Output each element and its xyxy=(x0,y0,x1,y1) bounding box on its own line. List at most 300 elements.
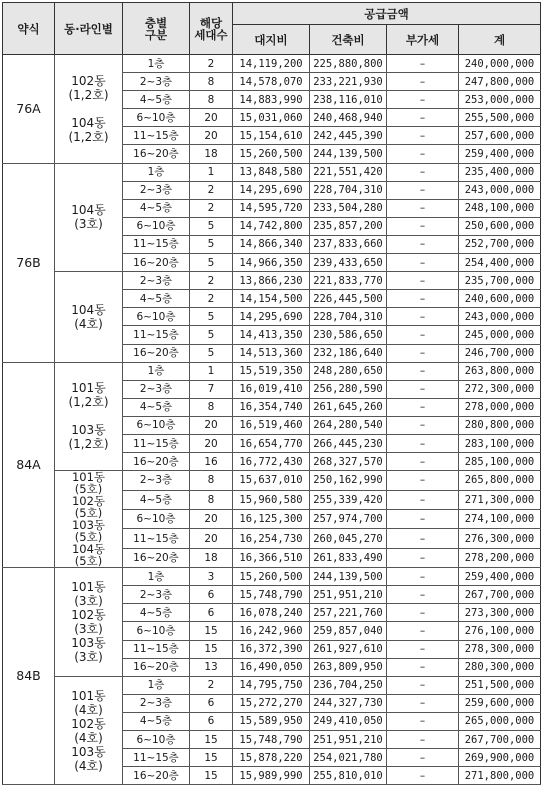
dong-line-text: 102동 xyxy=(71,73,106,88)
building-cost-cell: 257,221,760 xyxy=(310,604,387,622)
building-cost-cell: 221,833,770 xyxy=(310,272,387,290)
table-header xyxy=(3,3,541,55)
building-cost-cell: 260,045,270 xyxy=(310,529,387,548)
land-cost-cell: 14,866,340 xyxy=(233,235,310,253)
vat-cell: – xyxy=(387,694,459,712)
building-cost-cell: 266,445,230 xyxy=(310,434,387,452)
dong-line-text: (1,2호) xyxy=(68,129,109,144)
dong-line-text: 101동 xyxy=(71,470,106,485)
total-cell: 253,000,000 xyxy=(459,91,541,109)
building-cost-cell: 261,927,610 xyxy=(310,640,387,658)
total-cell: 254,400,000 xyxy=(459,254,541,272)
total-cell: 280,800,000 xyxy=(459,416,541,434)
land-cost-cell: 15,989,990 xyxy=(233,767,310,785)
floor-cell: 4~5층 xyxy=(123,604,190,622)
vat-cell: – xyxy=(387,163,459,181)
header-building-cost: 건축비 xyxy=(310,25,387,55)
total-cell: 252,700,000 xyxy=(459,235,541,253)
units-cell: 20 xyxy=(190,509,233,528)
units-cell: 2 xyxy=(190,199,233,217)
vat-cell: – xyxy=(387,145,459,163)
land-cost-cell: 14,966,350 xyxy=(233,254,310,272)
floor-cell: 11~15층 xyxy=(123,749,190,767)
land-cost-cell: 15,960,580 xyxy=(233,490,310,509)
header-dong-line: 동·라인별 xyxy=(55,3,123,55)
units-cell: 18 xyxy=(190,548,233,567)
units-cell: 8 xyxy=(190,490,233,509)
land-cost-cell: 15,589,950 xyxy=(233,712,310,730)
land-cost-cell: 16,242,960 xyxy=(233,622,310,640)
dong-line-text: 101동 xyxy=(71,688,106,703)
land-cost-cell: 14,119,200 xyxy=(233,55,310,73)
building-cost-cell: 236,704,250 xyxy=(310,676,387,694)
header-floor-line2: 구분 xyxy=(144,27,168,42)
vat-cell: – xyxy=(387,290,459,308)
header-units xyxy=(190,3,233,55)
vat-cell: – xyxy=(387,272,459,290)
floor-cell: 16~20층 xyxy=(123,548,190,567)
building-cost-cell: 255,339,420 xyxy=(310,490,387,509)
dong-line-cell xyxy=(55,676,123,785)
vat-cell: – xyxy=(387,416,459,434)
total-cell: 280,300,000 xyxy=(459,658,541,676)
vat-cell: – xyxy=(387,127,459,145)
units-cell: 1 xyxy=(190,362,233,380)
units-cell: 8 xyxy=(190,398,233,416)
building-cost-cell: 238,116,010 xyxy=(310,91,387,109)
units-cell: 2 xyxy=(190,290,233,308)
total-cell: 269,900,000 xyxy=(459,749,541,767)
floor-cell: 4~5층 xyxy=(123,91,190,109)
vat-cell: – xyxy=(387,749,459,767)
land-cost-cell: 15,260,500 xyxy=(233,145,310,163)
units-cell: 5 xyxy=(190,235,233,253)
vat-cell: – xyxy=(387,181,459,199)
building-cost-cell: 249,410,050 xyxy=(310,712,387,730)
building-cost-cell: 251,951,210 xyxy=(310,586,387,604)
dong-line-text: 101동 xyxy=(71,381,106,396)
vat-cell: – xyxy=(387,490,459,509)
land-cost-cell: 15,031,060 xyxy=(233,109,310,127)
vat-cell: – xyxy=(387,471,459,490)
vat-cell: – xyxy=(387,217,459,235)
total-cell: 271,800,000 xyxy=(459,767,541,785)
total-cell: 267,700,000 xyxy=(459,586,541,604)
building-cost-cell: 264,280,540 xyxy=(310,416,387,434)
total-cell: 265,000,000 xyxy=(459,712,541,730)
header-supply-price: 공급금액 xyxy=(233,3,541,25)
building-cost-cell: 251,951,210 xyxy=(310,731,387,749)
floor-cell: 16~20층 xyxy=(123,453,190,471)
floor-cell: 1층 xyxy=(123,163,190,181)
dong-line-text: 104동 xyxy=(71,302,106,317)
units-cell: 15 xyxy=(190,640,233,658)
units-cell: 20 xyxy=(190,529,233,548)
units-cell: 20 xyxy=(190,127,233,145)
land-cost-cell: 16,519,460 xyxy=(233,416,310,434)
floor-cell: 1층 xyxy=(123,568,190,586)
floor-cell: 6~10층 xyxy=(123,109,190,127)
total-cell: 248,100,000 xyxy=(459,199,541,217)
floor-cell: 2~3층 xyxy=(123,73,190,91)
vat-cell: – xyxy=(387,712,459,730)
floor-cell: 4~5층 xyxy=(123,712,190,730)
header-units-line2: 세대수 xyxy=(194,27,228,42)
vat-cell: – xyxy=(387,731,459,749)
total-cell: 276,100,000 xyxy=(459,622,541,640)
dong-line-text: (5호) xyxy=(74,530,103,545)
table-row xyxy=(3,272,541,290)
total-cell: 240,000,000 xyxy=(459,55,541,73)
floor-cell: 6~10층 xyxy=(123,731,190,749)
vat-cell: – xyxy=(387,308,459,326)
vat-cell: – xyxy=(387,529,459,548)
units-cell: 6 xyxy=(190,604,233,622)
land-cost-cell: 15,748,790 xyxy=(233,731,310,749)
total-cell: 245,000,000 xyxy=(459,326,541,344)
units-cell: 1 xyxy=(190,163,233,181)
building-cost-cell: 240,468,940 xyxy=(310,109,387,127)
building-cost-cell: 235,857,200 xyxy=(310,217,387,235)
vat-cell: – xyxy=(387,767,459,785)
building-cost-cell: 244,327,730 xyxy=(310,694,387,712)
building-cost-cell: 254,021,780 xyxy=(310,749,387,767)
total-cell: 265,800,000 xyxy=(459,471,541,490)
table-row xyxy=(3,362,541,380)
total-cell: 246,700,000 xyxy=(459,344,541,362)
type-cell: 76B xyxy=(3,163,55,362)
dong-line-cell xyxy=(55,362,123,471)
floor-cell: 16~20층 xyxy=(123,254,190,272)
type-cell: 76A xyxy=(3,55,55,164)
vat-cell: – xyxy=(387,254,459,272)
units-cell: 13 xyxy=(190,658,233,676)
land-cost-cell: 16,372,390 xyxy=(233,640,310,658)
dong-line-cell xyxy=(55,272,123,362)
units-cell: 5 xyxy=(190,344,233,362)
land-cost-cell: 16,366,510 xyxy=(233,548,310,567)
dong-line-text: (3호) xyxy=(74,217,103,232)
total-cell: 283,100,000 xyxy=(459,434,541,452)
vat-cell: – xyxy=(387,109,459,127)
dong-line-cell xyxy=(55,568,123,677)
vat-cell: – xyxy=(387,568,459,586)
land-cost-cell: 15,878,220 xyxy=(233,749,310,767)
floor-cell: 6~10층 xyxy=(123,308,190,326)
land-cost-cell: 16,654,770 xyxy=(233,434,310,452)
land-cost-cell: 14,883,990 xyxy=(233,91,310,109)
floor-cell: 16~20층 xyxy=(123,658,190,676)
floor-cell: 16~20층 xyxy=(123,145,190,163)
dong-line-text: 101동 xyxy=(71,579,106,594)
dong-line-text xyxy=(55,102,122,116)
units-cell: 18 xyxy=(190,145,233,163)
floor-cell: 2~3층 xyxy=(123,471,190,490)
land-cost-cell: 14,595,720 xyxy=(233,199,310,217)
floor-cell: 11~15층 xyxy=(123,640,190,658)
building-cost-cell: 233,221,930 xyxy=(310,73,387,91)
land-cost-cell: 15,260,500 xyxy=(233,568,310,586)
building-cost-cell: 255,810,010 xyxy=(310,767,387,785)
units-cell: 8 xyxy=(190,471,233,490)
floor-cell: 1층 xyxy=(123,362,190,380)
building-cost-cell: 233,504,280 xyxy=(310,199,387,217)
floor-cell: 2~3층 xyxy=(123,586,190,604)
building-cost-cell: 250,162,990 xyxy=(310,471,387,490)
total-cell: 259,400,000 xyxy=(459,568,541,586)
building-cost-cell: 261,833,490 xyxy=(310,548,387,567)
dong-line-cell xyxy=(55,55,123,164)
dong-line-cell xyxy=(55,471,123,568)
total-cell: 235,400,000 xyxy=(459,163,541,181)
land-cost-cell: 15,272,270 xyxy=(233,694,310,712)
units-cell: 20 xyxy=(190,434,233,452)
units-cell: 6 xyxy=(190,694,233,712)
dong-line-text: 102동 xyxy=(71,494,106,509)
dong-line-text: 103동 xyxy=(71,744,106,759)
header-land-cost: 대지비 xyxy=(233,25,310,55)
building-cost-cell: 239,433,650 xyxy=(310,254,387,272)
total-cell: 267,700,000 xyxy=(459,731,541,749)
header-floor xyxy=(123,3,190,55)
vat-cell: – xyxy=(387,91,459,109)
building-cost-cell: 244,139,500 xyxy=(310,568,387,586)
units-cell: 5 xyxy=(190,254,233,272)
vat-cell: – xyxy=(387,235,459,253)
units-cell: 6 xyxy=(190,712,233,730)
land-cost-cell: 16,772,430 xyxy=(233,453,310,471)
dong-line-text: (4호) xyxy=(74,758,103,773)
table-row xyxy=(3,568,541,586)
vat-cell: – xyxy=(387,622,459,640)
land-cost-cell: 15,519,350 xyxy=(233,362,310,380)
floor-cell: 1층 xyxy=(123,676,190,694)
land-cost-cell: 15,637,010 xyxy=(233,471,310,490)
dong-line-text xyxy=(55,409,122,423)
total-cell: 240,600,000 xyxy=(459,290,541,308)
vat-cell: – xyxy=(387,434,459,452)
units-cell: 16 xyxy=(190,453,233,471)
dong-line-text: (3호) xyxy=(74,649,103,664)
building-cost-cell: 257,974,700 xyxy=(310,509,387,528)
dong-line-text: (5호) xyxy=(74,482,103,497)
units-cell: 3 xyxy=(190,568,233,586)
total-cell: 276,300,000 xyxy=(459,529,541,548)
price-table-container xyxy=(2,2,541,785)
units-cell: 15 xyxy=(190,749,233,767)
floor-cell: 4~5층 xyxy=(123,490,190,509)
land-cost-cell: 14,795,750 xyxy=(233,676,310,694)
total-cell: 247,800,000 xyxy=(459,73,541,91)
floor-cell: 2~3층 xyxy=(123,181,190,199)
land-cost-cell: 14,295,690 xyxy=(233,308,310,326)
building-cost-cell: 230,586,650 xyxy=(310,326,387,344)
table-body xyxy=(3,55,541,785)
units-cell: 15 xyxy=(190,622,233,640)
vat-cell: – xyxy=(387,326,459,344)
total-cell: 259,600,000 xyxy=(459,694,541,712)
table-row xyxy=(3,55,541,73)
floor-cell: 11~15층 xyxy=(123,326,190,344)
dong-line-text: (1,2호) xyxy=(68,437,109,452)
floor-cell: 6~10층 xyxy=(123,217,190,235)
total-cell: 257,600,000 xyxy=(459,127,541,145)
units-cell: 15 xyxy=(190,731,233,749)
units-cell: 2 xyxy=(190,272,233,290)
land-cost-cell: 14,154,500 xyxy=(233,290,310,308)
total-cell: 278,000,000 xyxy=(459,398,541,416)
vat-cell: – xyxy=(387,586,459,604)
vat-cell: – xyxy=(387,380,459,398)
land-cost-cell: 16,078,240 xyxy=(233,604,310,622)
total-cell: 263,800,000 xyxy=(459,362,541,380)
total-cell: 272,300,000 xyxy=(459,380,541,398)
header-total: 계 xyxy=(459,25,541,55)
dong-line-text: 102동 xyxy=(71,716,106,731)
dong-line-text: (5호) xyxy=(74,506,103,521)
land-cost-cell: 13,848,580 xyxy=(233,163,310,181)
total-cell: 255,500,000 xyxy=(459,109,541,127)
units-cell: 7 xyxy=(190,380,233,398)
total-cell: 259,400,000 xyxy=(459,145,541,163)
vat-cell: – xyxy=(387,199,459,217)
land-cost-cell: 15,748,790 xyxy=(233,586,310,604)
dong-line-text: (1,2호) xyxy=(68,395,109,410)
header-floor-line1: 층별 xyxy=(144,15,168,30)
type-cell: 84A xyxy=(3,362,55,568)
units-cell: 20 xyxy=(190,416,233,434)
floor-cell: 6~10층 xyxy=(123,509,190,528)
floor-cell: 11~15층 xyxy=(123,127,190,145)
dong-line-text: (4호) xyxy=(74,316,103,331)
dong-line-text: (1,2호) xyxy=(68,87,109,102)
dong-line-text: 104동 xyxy=(71,203,106,218)
building-cost-cell: 256,280,590 xyxy=(310,380,387,398)
building-cost-cell: 259,857,040 xyxy=(310,622,387,640)
total-cell: 278,300,000 xyxy=(459,640,541,658)
building-cost-cell: 244,139,500 xyxy=(310,145,387,163)
vat-cell: – xyxy=(387,398,459,416)
building-cost-cell: 248,280,650 xyxy=(310,362,387,380)
vat-cell: – xyxy=(387,640,459,658)
building-cost-cell: 226,445,500 xyxy=(310,290,387,308)
floor-cell: 1층 xyxy=(123,55,190,73)
total-cell: 285,100,000 xyxy=(459,453,541,471)
vat-cell: – xyxy=(387,73,459,91)
floor-cell: 4~5층 xyxy=(123,199,190,217)
dong-line-text: (5호) xyxy=(74,554,103,569)
floor-cell: 11~15층 xyxy=(123,235,190,253)
building-cost-cell: 221,551,420 xyxy=(310,163,387,181)
building-cost-cell: 232,186,640 xyxy=(310,344,387,362)
total-cell: 271,300,000 xyxy=(459,490,541,509)
units-cell: 6 xyxy=(190,586,233,604)
header-type: 약식 xyxy=(3,3,55,55)
land-cost-cell: 16,019,410 xyxy=(233,380,310,398)
land-cost-cell: 14,295,690 xyxy=(233,181,310,199)
units-cell: 15 xyxy=(190,767,233,785)
land-cost-cell: 13,866,230 xyxy=(233,272,310,290)
dong-line-text: (3호) xyxy=(74,593,103,608)
vat-cell: – xyxy=(387,453,459,471)
land-cost-cell: 16,125,300 xyxy=(233,509,310,528)
land-cost-cell: 16,254,730 xyxy=(233,529,310,548)
units-cell: 8 xyxy=(190,73,233,91)
dong-line-cell xyxy=(55,163,123,272)
header-vat: 부가세 xyxy=(387,25,459,55)
land-cost-cell: 14,742,800 xyxy=(233,217,310,235)
total-cell: 235,700,000 xyxy=(459,272,541,290)
building-cost-cell: 237,833,660 xyxy=(310,235,387,253)
floor-cell: 16~20층 xyxy=(123,344,190,362)
floor-cell: 4~5층 xyxy=(123,398,190,416)
units-cell: 5 xyxy=(190,326,233,344)
header-units-line1: 해당 xyxy=(199,15,223,30)
units-cell: 2 xyxy=(190,55,233,73)
total-cell: 273,300,000 xyxy=(459,604,541,622)
building-cost-cell: 242,445,390 xyxy=(310,127,387,145)
total-cell: 243,000,000 xyxy=(459,308,541,326)
land-cost-cell: 16,354,740 xyxy=(233,398,310,416)
units-cell: 5 xyxy=(190,217,233,235)
dong-line-text: (3호) xyxy=(74,621,103,636)
floor-cell: 16~20층 xyxy=(123,767,190,785)
floor-cell: 11~15층 xyxy=(123,434,190,452)
units-cell: 2 xyxy=(190,181,233,199)
total-cell: 251,500,000 xyxy=(459,676,541,694)
dong-line-text: 104동 xyxy=(71,542,106,557)
vat-cell: – xyxy=(387,55,459,73)
vat-cell: – xyxy=(387,362,459,380)
units-cell: 8 xyxy=(190,91,233,109)
vat-cell: – xyxy=(387,676,459,694)
vat-cell: – xyxy=(387,548,459,567)
floor-cell: 2~3층 xyxy=(123,272,190,290)
dong-line-text: 103동 xyxy=(71,423,106,438)
total-cell: 274,100,000 xyxy=(459,509,541,528)
dong-line-text: (4호) xyxy=(74,730,103,745)
dong-line-text: 103동 xyxy=(71,635,106,650)
dong-line-text: (4호) xyxy=(74,702,103,717)
building-cost-cell: 225,880,800 xyxy=(310,55,387,73)
floor-cell: 11~15층 xyxy=(123,529,190,548)
building-cost-cell: 263,809,950 xyxy=(310,658,387,676)
vat-cell: – xyxy=(387,658,459,676)
building-cost-cell: 268,327,570 xyxy=(310,453,387,471)
floor-cell: 2~3층 xyxy=(123,380,190,398)
vat-cell: – xyxy=(387,604,459,622)
land-cost-cell: 16,490,050 xyxy=(233,658,310,676)
units-cell: 20 xyxy=(190,109,233,127)
total-cell: 243,000,000 xyxy=(459,181,541,199)
floor-cell: 6~10층 xyxy=(123,416,190,434)
land-cost-cell: 15,154,610 xyxy=(233,127,310,145)
total-cell: 250,600,000 xyxy=(459,217,541,235)
building-cost-cell: 228,704,310 xyxy=(310,181,387,199)
type-cell: 84B xyxy=(3,568,55,785)
land-cost-cell: 14,513,360 xyxy=(233,344,310,362)
building-cost-cell: 228,704,310 xyxy=(310,308,387,326)
units-cell: 2 xyxy=(190,676,233,694)
land-cost-cell: 14,578,070 xyxy=(233,73,310,91)
table-row xyxy=(3,163,541,181)
vat-cell: – xyxy=(387,344,459,362)
units-cell: 5 xyxy=(190,308,233,326)
table-row xyxy=(3,471,541,490)
dong-line-text: 104동 xyxy=(71,115,106,130)
dong-line-text: 103동 xyxy=(71,518,106,533)
vat-cell: – xyxy=(387,509,459,528)
